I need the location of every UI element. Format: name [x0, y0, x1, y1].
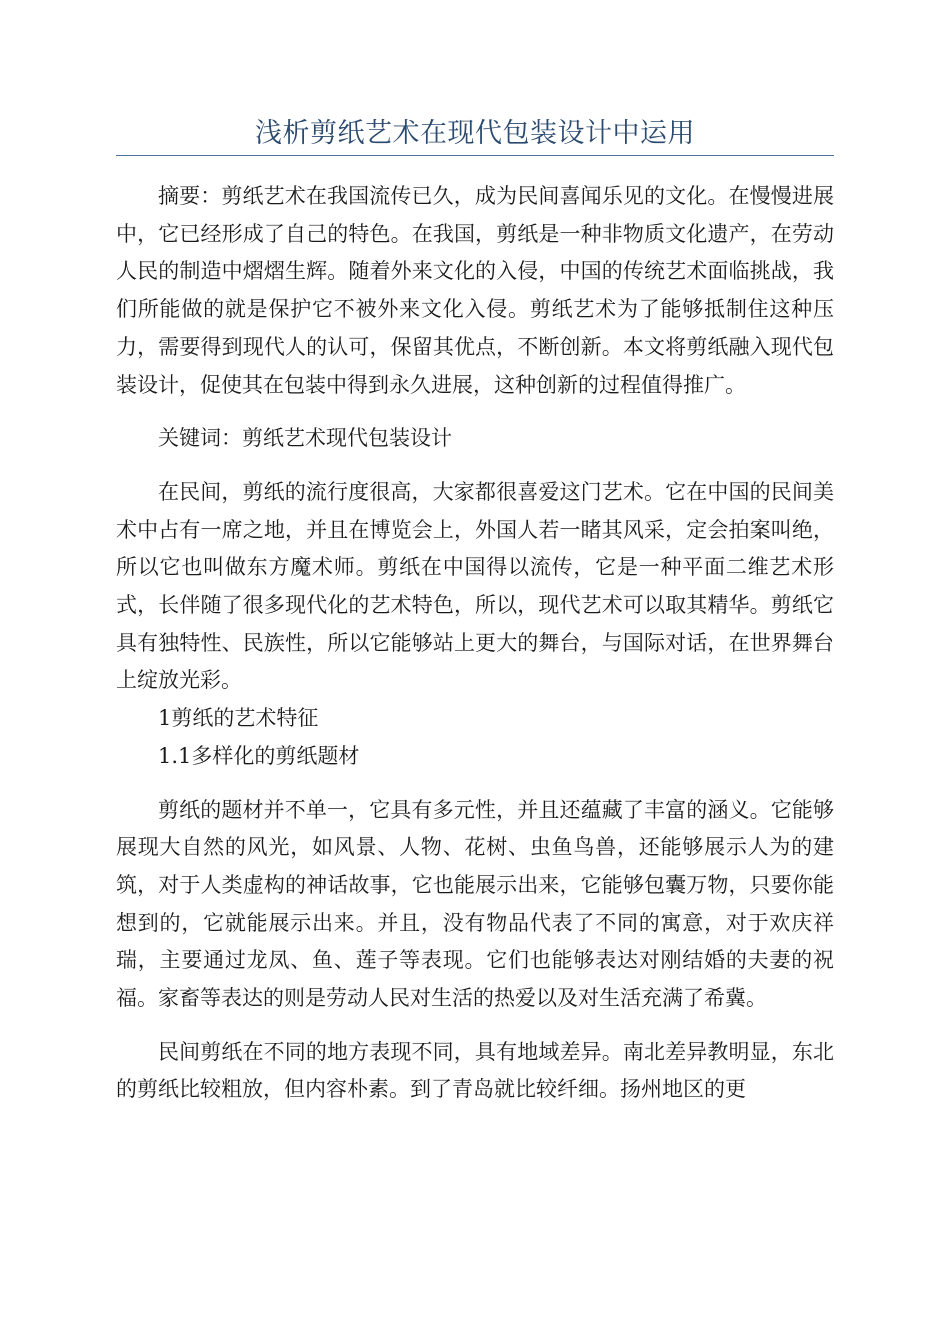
- abstract-paragraph: 摘要：剪纸艺术在我国流传已久，成为民间喜闻乐见的文化。在慢慢进展中，它已经形成了自己的特色。在我国，剪纸是一种非物质文化遗产，在劳动人民的制造中熠熠生辉。随着外来文化的入侵，中国的传统艺术面临挑战，我们所能做的就是保护它不被外来文化入侵。剪纸艺术为了能够抵制住这种压力，需要得到现代人的认可，保留其优点，不断创新。本文将剪纸融入现代包装设计，促使其在包装中得到永久进展，这种创新的过程值得推广。: [116, 184, 834, 397]
- section-1-1-heading: 1.1多样化的剪纸题材: [158, 743, 360, 768]
- keywords-paragraph: 关键词：剪纸艺术现代包装设计: [158, 426, 452, 451]
- document-title: 浅析剪纸艺术在现代包装设计中运用: [255, 118, 695, 149]
- intro-paragraph: 在民间，剪纸的流行度很高，大家都很喜爱这门艺术。它在中国的民间美术中占有一席之地，并且在博览会上，外国人若一睹其风采，定会拍案叫绝，所以它也叫做东方魔术师。剪纸在中国得以流传，它是一种平面二维艺术形式，长伴随了很多现代化的艺术特色，所以，现代艺术可以取其精华。剪纸它具有独特性、民族性，所以它能够站上更大的舞台，与国际对话，在世界舞台上绽放光彩。: [116, 479, 834, 693]
- section-1-heading: 1剪纸的艺术特征: [158, 706, 319, 731]
- section-1-1-paragraph-1: 剪纸的题材并不单一，它具有多元性，并且还蕴藏了丰富的涵义。它能够展现大自然的风光，如风景、人物、花树、虫鱼鸟兽，还能够展示人为的建筑，对于人类虚构的神话故事，它也能展示出来，它能够包囊万物，只要你能想到的，它就能展示出来。并且，没有物品代表了不同的寓意，对于欢庆祥瑞，主要通过龙凤、鱼、莲子等表现。它们也能够表达对刚结婚的夫妻的祝福。家畜等表达的则是劳动人民对生活的热爱以及对生活充满了希冀。: [116, 797, 834, 1011]
- section-1-1-paragraph-2: 民间剪纸在不同的地方表现不同，具有地域差异。南北差异教明显，东北的剪纸比较粗放，但内容朴素。到了青岛就比较纤细。扬州地区的更: [116, 1039, 834, 1102]
- document-page: [116, 0, 834, 1109]
- title-underline: [116, 155, 834, 156]
